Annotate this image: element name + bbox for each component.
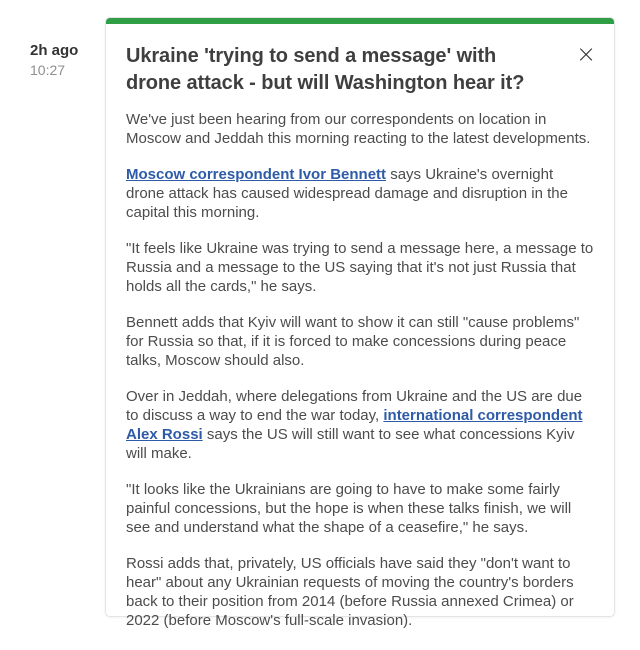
post-paragraph bbox=[126, 480, 594, 537]
paragraph-text: Rossi adds that, privately, US officials have said they "don't want to hear" about any Ukrainian requests of moving the country's borders back to their position from 2014 (before Russia annexed Crimea) or 2022 (before Moscow's full-scale invasion). bbox=[126, 555, 574, 629]
paragraph-text: "It feels like Ukraine was trying to send a message here, a message to Russia and a message to the US saying that it's not just Russia that holds all the cards," he says. bbox=[126, 240, 594, 295]
post-paragraph bbox=[126, 313, 594, 370]
post-content bbox=[106, 24, 614, 650]
relative-time: 2h ago bbox=[30, 42, 79, 59]
post-paragraph bbox=[126, 165, 594, 222]
paragraph-text: "It looks like the Ukrainians are going to have to make some fairly painful concessions, but the hope is when these talks finish, we will see and understand what the shape of a ceasefire," he says. bbox=[126, 481, 572, 536]
post-paragraph bbox=[126, 239, 594, 296]
correspondent-link[interactable]: Moscow correspondent Ivor Bennett bbox=[126, 166, 387, 183]
close-icon: × bbox=[575, 40, 597, 68]
paragraph-text: We've just been hearing from our correspondents on location in Moscow and Jeddah this morning reacting to the latest developments. bbox=[126, 111, 591, 147]
live-post-card bbox=[105, 17, 615, 629]
close-button[interactable] bbox=[572, 40, 600, 68]
paragraph-text: says the US will still want to see what concessions Kyiv will make. bbox=[126, 426, 575, 462]
clock-time: 10:27 bbox=[30, 62, 66, 78]
paragraph-text: says Ukraine's overnight drone attack has caused widespread damage and disruption in the capital this morning. bbox=[126, 166, 568, 221]
post-paragraph bbox=[126, 110, 594, 148]
correspondent-link[interactable]: international correspondent Alex Rossi bbox=[126, 407, 583, 443]
post-paragraph bbox=[126, 387, 594, 463]
post-body bbox=[126, 110, 594, 630]
post-timestamp bbox=[30, 41, 100, 80]
paragraph-text: Over in Jeddah, where delegations from Ukraine and the US are due to discuss a way to end the war today, bbox=[126, 388, 583, 424]
paragraph-text: Bennett adds that Kyiv will want to show it can still "cause problems" for Russia so that, if it is forced to make concessions during peace talks, Moscow should also. bbox=[126, 314, 580, 369]
post-title: Ukraine 'trying to send a message' with drone attack - but will Washington hear it? bbox=[126, 45, 525, 94]
post-paragraph bbox=[126, 554, 594, 630]
